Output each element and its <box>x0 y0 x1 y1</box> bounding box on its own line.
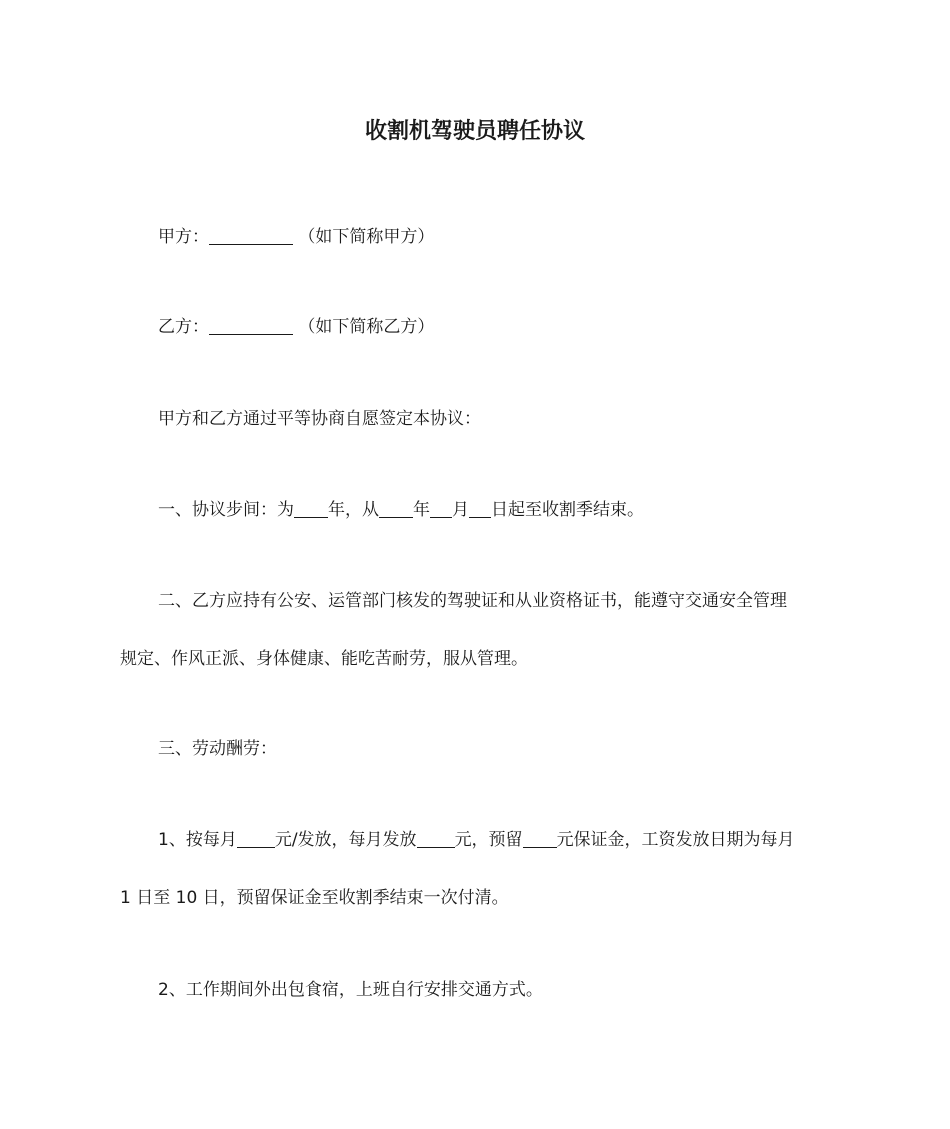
clause-2-line-2: 规定、作风正派、身体健康、能吃苦耐劳，服从管理。 <box>120 649 528 669</box>
clause-1-blank-month <box>430 499 452 518</box>
clause-2 <box>120 572 840 688</box>
item-1-blank-deposit <box>523 829 557 848</box>
clause-3-item-1 <box>120 811 840 927</box>
party-a-note: （如下简称甲方） <box>298 227 435 247</box>
item-1-text-a: 1、按每月 <box>158 830 237 850</box>
clause-1-blank-start-year <box>379 499 413 518</box>
clause-1-text-a: 一、协议步间：为 <box>158 500 294 520</box>
clause-1-text-c: 年 <box>413 500 430 520</box>
document-title: 收割机驾驶员聘任协议 <box>364 119 585 144</box>
item-1-blank-monthly <box>237 829 275 848</box>
clause-1-text-b: 年，从 <box>328 500 379 520</box>
party-b-label: 乙方： <box>158 317 209 337</box>
clause-1-text-d: 月 <box>452 500 469 520</box>
clause-3-heading: 三、劳动酬劳： <box>158 739 277 759</box>
item-1-text-c: 元，预留 <box>454 830 523 850</box>
clause-1-blank-years <box>294 499 328 518</box>
intro-paragraph: 甲方和乙方通过平等协商自愿签定本协议： <box>158 409 481 429</box>
party-b-blank <box>209 316 293 335</box>
clause-3-item-2: 2、工作期间外出包食宿，上班自行安排交通方式。 <box>158 980 543 1000</box>
party-a-blank <box>209 226 293 245</box>
clause-3-item-1-line-1 <box>120 811 840 869</box>
clause-1 <box>120 481 840 539</box>
party-a-line <box>120 208 840 266</box>
party-b-note: （如下简称乙方） <box>298 317 435 337</box>
clause-1-blank-day <box>469 499 491 518</box>
item-1-text-b: 元/发放，每月发放 <box>274 830 417 850</box>
item-1-text-d: 元保证金，工资发放日期为每月 <box>556 830 795 850</box>
clause-1-text-e: 日起至收割季结束。 <box>491 500 644 520</box>
item-1-blank-paid <box>417 829 455 848</box>
party-b-line <box>120 298 840 356</box>
clause-3-item-1-line-2: 1 日至 10 日，预留保证金至收割季结束一次付清。 <box>120 888 509 908</box>
clause-2-line-1: 二、乙方应持有公安、运管部门核发的驾驶证和从业资格证书，能遵守交通安全管理 <box>158 591 787 611</box>
party-a-label: 甲方： <box>158 227 209 247</box>
